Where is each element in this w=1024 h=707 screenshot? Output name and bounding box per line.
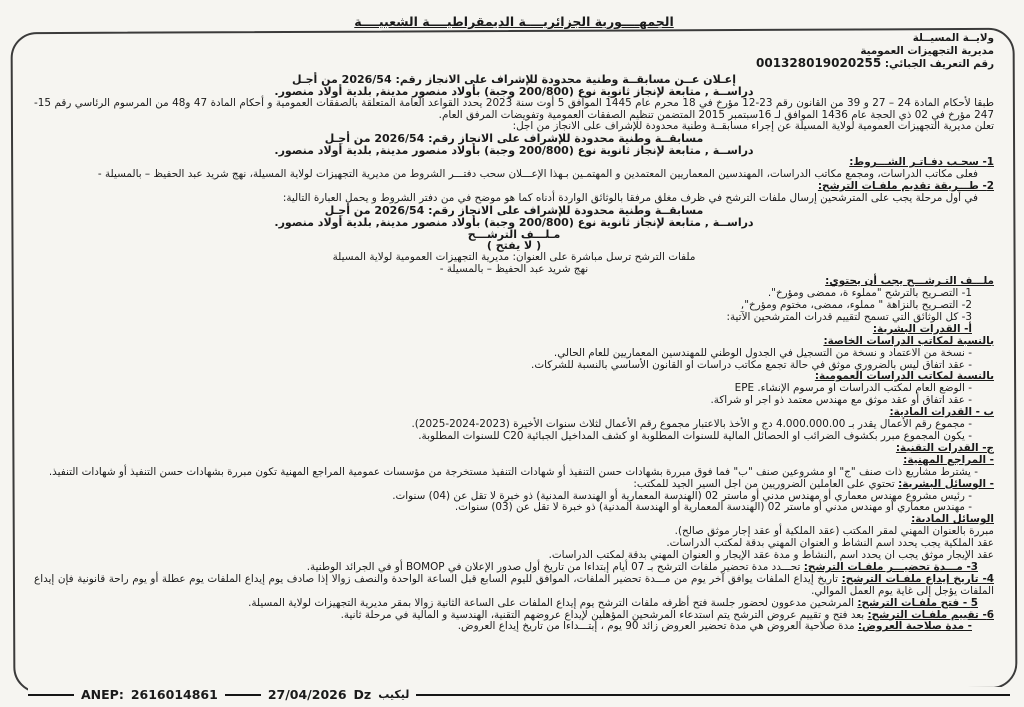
- doc-line: [34, 574, 994, 598]
- line-text: طبقا لأحكام المادة 24 – 27 و 39 من القانون رقم 23-12 مؤرخ في 18 محرم عام 1445 الموافق 5 أوت سنة 2023 يحدد القواعد العامة المتعلقة بالصفقات العمومية و أحكام المادة 47 و48 من المرسوم الرئاسي رقم 15-247 مؤرخ في 02 ذي الحجة عام 1436 الموافق لـ 16سبتمبر 2015 المتضمن تنظيم الصفقات العمومية وتفويضات المرفق العام.: [34, 96, 994, 121]
- line-text: مبررة بالعنوان المهني لمقر المكتب (عقد الملكية أو عقد إجار موثق صالح).: [674, 525, 994, 538]
- doc-body: [34, 74, 994, 634]
- line-text: مدة صلاحية العروض هي مدة تحضير العروض زائد 90 يوم ، إبتـــداءا من تاريخ إيداع العروض.: [457, 620, 858, 633]
- footer-rule-mid: [225, 694, 261, 696]
- wilaya-name: ولايــة المسيــلة: [912, 32, 994, 44]
- line-text: - عقد اتفاق ليس بالضروري موثق في حالة تجمع مكاتب دراسات او القانون الأساسي بالنسبة للشركات.: [531, 358, 972, 371]
- tax-id-value: 001328019020255: [756, 56, 882, 71]
- line-heading: بالنسبة لمكاتب الدراسات الخاصة:: [823, 334, 994, 347]
- doc-line: [34, 431, 994, 443]
- line-text: مسابقــة وطنية محدودة للإشراف على الانجاز رقم: 2026/54 من أجـل: [324, 203, 704, 217]
- anep-number: 2616014861: [130, 687, 218, 702]
- line-text: مـلـــف الترشـــح: [467, 227, 561, 241]
- line-text: - مجموع رقم الأعمال يقدر بـ 4.000.000.00 دج و الأخذ بالاعتبار مجموع رقم الأعمال لثلاث سنوات الأخيرة (2023-2024-2025).: [411, 418, 972, 431]
- line-heading: بالنسبة لمكاتب الدراسات العمومية:: [814, 370, 994, 383]
- agency-block: [34, 32, 994, 71]
- line-heading: أ- القدرات البشرية:: [872, 322, 972, 335]
- line-text: عقد الملكية يجب يحدد اسم النشاط و العنوان المهني بدقة لمكتب الدراسات.: [666, 537, 994, 550]
- line-heading: 1- سحـب دفـاتـر الشـــروط:: [849, 156, 994, 169]
- line-text: تحـــدد مدة تحضير ملفات الترشح بـ 07 أيام إبتداءا من تاريخ أول صدور الإعلان في BOMOP أو في الجرائد الوطنية.: [306, 560, 804, 573]
- line-text: إعـلان عــن مسابقــة وطنية محدودة للإشراف على الانجاز رقم: 2026/54 من أجـل: [292, 72, 736, 86]
- line-text: فعلى مكاتب الدراسات، ومجمع مكاتب الدراسات، المهندسين المعماريين المعتمدين و المهتمـين بـهذا الإعـــلان سحب دفتـــر الشروط من مديرية التجهيزات لولاية المسيلة، نهج شريد عبد الحفيظ – بالمسيلة -: [97, 168, 978, 181]
- line-heading: - المراجع المهنية:: [903, 453, 994, 466]
- anep-footer: [28, 687, 1010, 702]
- line-text: تعلن مديرية التجهيزات العمومية لولاية المسيلة عن إجراء مسابقــة وطنية محدودة للإشراف على الانجاز من اجل:: [512, 120, 994, 133]
- line-text: - الوضع العام لمكتب الدراسات او مرسوم الإنشاء. EPE: [734, 382, 972, 395]
- publication-date: 27/04/2026: [267, 687, 347, 702]
- line-text: عقد الإيجار موثق يجب ان يحدد اسم ,النشاط و مدة عقد الإيجار و العنوان المهني بدقة لمكتب الدراسات.: [548, 549, 994, 562]
- line-text: دراســة , متابعة لإنجاز ثانوية نوع (200/800 وجبة) بأولاد منصور مدينة, بلدية أولاد منصور.: [274, 144, 754, 158]
- line-text: دراســة , متابعة لإنجاز ثانوية نوع (200/800 وجبة) بأولاد منصور مدينة, بلدية أولاد منصور.: [274, 84, 754, 98]
- line-text: 3- كل الوثائق التي تسمح لتقييم قدرات المترشحين الآتية:: [726, 310, 972, 323]
- line-text: تحتوي على العاملين الضروريين من اجل السير الجيد للمكتب:: [633, 477, 899, 490]
- line-text: 1- التصـريح بالترشح "مملوء ة، ممضى ومؤرخ".: [767, 287, 972, 300]
- line-text: - عقد اتفاق أو عقد موثق مع مهندس معتمد ذو اجر او شراكة.: [710, 394, 972, 407]
- tax-id-line: [34, 57, 994, 71]
- doc-line: [34, 312, 994, 324]
- doc-line: [34, 98, 994, 122]
- line-text: بعد فتح و تقييم عروض الترشح يتم استدعاء المرشحين المؤهلين لإيداع عروضهم التقنية، الهندسية و المالية في مرحلة ثانية.: [340, 608, 868, 621]
- doc-line: [34, 621, 994, 633]
- footer-rule-left: [28, 694, 74, 696]
- line-text: نهج شريد عبد الحفيظ – بالمسيلة -: [439, 263, 589, 276]
- line-heading: ملـــف التـرشـــح يجب أن يحتوي:: [825, 275, 994, 288]
- tax-id-label: رقم التعريف الجبائي:: [884, 58, 994, 71]
- footer-rule-right: [416, 694, 1010, 696]
- line-heading: 5 - فتح ملفـات الترشح:: [857, 596, 978, 609]
- currency-label: Dz: [353, 687, 372, 702]
- line-heading: 3- مـــدة تحضيـــر ملفـات الترشح:: [803, 560, 978, 573]
- line-heading: الوسائل المادية:: [911, 513, 994, 526]
- line-text: ملفات الترشح ترسل مباشرة على العنوان: مديرية التجهيزات العمومية لولاية المسيلة: [332, 251, 696, 264]
- line-text: - يشترط مشاريع ذات صنف "ج" او مشروعين صنف "ب" فما فوق مبررة بشهادات حسن التنفيذ أو شهادات التنفيذ مستخرجة من مؤسسات عمومية المراجع المهنية تكون مبررة بشهادات حسن التنفيذ أو شهادات التنفيذ.: [48, 465, 978, 478]
- line-text: - يكون المجموع مبرر بكشوف الضرائب او الحصائل المالية للسنوات المطلوبة او كشف المداخيل الجبائية C20 للسنوات المطلوبة.: [418, 429, 972, 442]
- doc-line: [34, 443, 994, 455]
- doc-line: [34, 502, 994, 514]
- republic-title: الجمهــــورية الجزائريــــة الديمقراطيــــة الشعبيــــة: [354, 14, 674, 29]
- directorate-name: مديرية التجهيزات العمومية: [860, 44, 994, 57]
- line-heading: ب - القدرات المادية:: [889, 406, 994, 419]
- newspaper-name: ليكيب: [378, 688, 410, 701]
- line-text: تاريخ إيداع الملفات يوافق آخر يوم من مـــدة تحضير الملفات، الموافق لليوم السابع قبل الساعة الواحدة والنصف زوالا إذا صادف يوم إيداع الملفات يوم عطلة أو يوم راحة قانونية فإن إيداع الملفات يؤجل إلى غاية يوم العمل الموالي.: [34, 572, 994, 597]
- anep-label: ANEP:: [81, 687, 124, 702]
- line-text: - رئيس مشروع مهندس معماري أو مهندس مدني أو ماستر 02 (الهندسة المعمارية أو الهندسة المدنية) ذو خبرة لا تقل عن (04) سنوات.: [392, 489, 972, 502]
- line-heading: 6- تقييم ملفـات الترشح:: [867, 608, 994, 621]
- line-heading: - مدة صلاحية العروض:: [857, 620, 972, 633]
- line-text: - مهندس معماري أو مهندس مدني أو ماستر 02 (الهندسة المعمارية أو الهندسة المدنية) ذو خبرة لا تقل عن (03) سنوات.: [454, 501, 972, 514]
- line-text: مسابقــة وطنية محدودة للإشراف على الانجاز رقم: 2026/54 من أجـل: [324, 132, 704, 146]
- line-text: دراســة , متابعة لإنجاز ثانوية نوع (200/800 وجبة) بأولاد منصور مدينة, بلدية أولاد منصور.: [274, 215, 754, 229]
- line-text: - نسخة من الاعتماد و نسخة من التسجيل في الجدول الوطني للمهندسين المعماريين للعام الحالي.: [553, 346, 972, 359]
- line-heading: ج- القدرات التقنية:: [895, 441, 994, 454]
- line-text: 2- التصـريح بالنزاهة " مملوء، ممضى، مختوم ومؤرخ",: [740, 299, 972, 311]
- line-heading: 2- طـــريقة تقديم ملفـات الترشح:: [817, 179, 994, 192]
- line-text: المرشحين مدعوون لحضور جلسة فتح أظرفه ملفات الترشح يوم إيداع الملفات على الساعة الثانية زوالا بمقر مديرية التجهيزات لولاية المسيلة.: [248, 596, 858, 609]
- line-heading: 4- تاريخ إيداع ملفـات الترشح:: [841, 572, 994, 585]
- doc-line: [34, 395, 994, 407]
- line-text: في أول مرحلة يجب على المترشحين إرسال ملفات الترشح في ظرف مغلق مرفقا بالوثائق الواردة أدناه كما هو موضح في من دفتر الشروط و يحمل العبارة التالية:: [282, 191, 978, 204]
- line-text: ( لا يفتح ): [486, 239, 542, 253]
- line-heading: - الوسائل البشرية:: [898, 477, 994, 490]
- document-page: [34, 12, 994, 687]
